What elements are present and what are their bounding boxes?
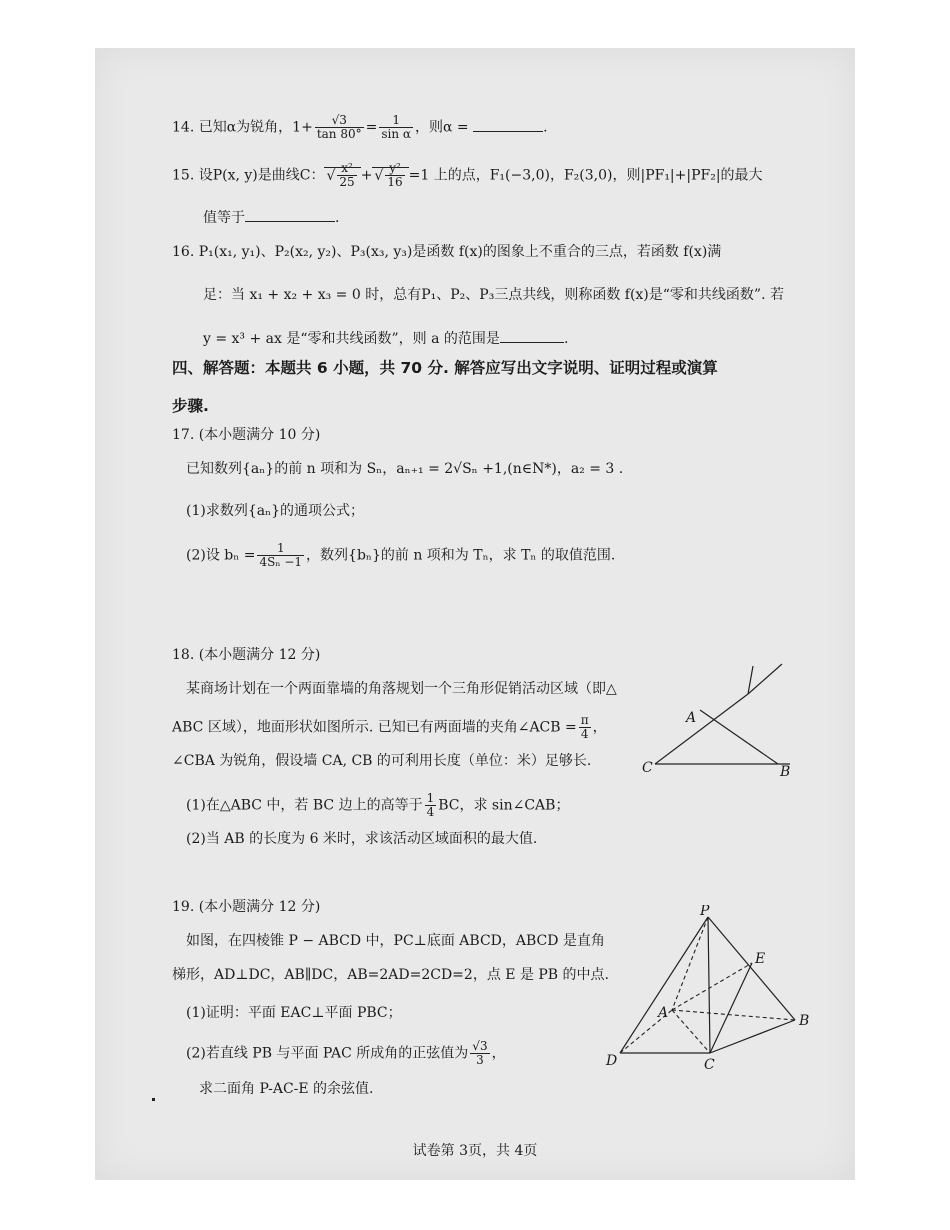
question-18-part2: (2)当 AB 的长度为 6 米时，求该活动区域面积的最大值.: [186, 831, 538, 847]
page-footer: 试卷第 3页，共 4页: [412, 1143, 538, 1159]
question-17-stem: 已知数列{aₙ}的前 n 项和为 Sₙ，aₙ₊₁ = 2√Sₙ +1,(n∈N*)，a₂ = 3 .: [186, 461, 624, 477]
triangle-figure: [640, 660, 810, 780]
question-18-stem-3: ∠CBA 为锐角，假设墙 CA, CB 的可利用长度（单位：米）足够长.: [172, 753, 592, 769]
fraction: $\frac{√3}{3}$: [472, 1039, 488, 1067]
fraction: $\frac{√3}{\tan 80^\circ}$: [316, 113, 362, 141]
label-c: C: [642, 760, 653, 776]
label-d: D: [606, 1053, 618, 1069]
section-heading-cont: 步骤.: [172, 397, 209, 415]
question-16-line3: y = x³ + ax 是“零和共线函数”，则 a 的范围是 .: [203, 331, 569, 347]
question-16-line2: 足：当 x₁ + x₂ + x₃ = 0 时，总有P₁、P₂、P₃三点共线，则称函数 f(x)是“零和共线函数”. 若: [203, 287, 784, 303]
answer-blank: [245, 209, 335, 222]
question-19-head: 19. (本小题满分 12 分): [172, 899, 321, 915]
question-18-stem-2: ABC 区域），地面形状如图所示. 已知已有两面墙的夹角∠ACB = $\frac{\pi}{4}$ ，: [172, 713, 607, 741]
pyramid-figure: [600, 905, 830, 1075]
line-ca: [655, 694, 748, 764]
label-e: E: [755, 951, 766, 967]
label-b: B: [799, 1013, 810, 1029]
question-18-stem: 某商场计划在一个两面靠墙的角落规划一个三角形促销活动区域（即△: [186, 681, 617, 697]
fraction: $\frac{\pi}{4}$: [580, 713, 589, 741]
question-19-stem: 如图，在四棱锥 P − ABCD 中，PC⊥底面 ABCD，ABCD 是直角: [186, 933, 605, 949]
fraction: $\frac{1}{4}$: [426, 791, 435, 819]
question-16: 16. P₁(x₁, y₁)、P₂(x₂, y₂)、P₃(x₃, y₃)是函数 f(x)的图象上不重合的三点，若函数 f(x)满: [172, 244, 722, 260]
label-c: C: [704, 1057, 715, 1073]
question-17-part1: (1)求数列{aₙ}的通项公式；: [186, 503, 365, 519]
fraction: $\frac{1}{\text{4Sₙ −1}}$: [259, 541, 303, 569]
question-15-line2: 值等于 .: [203, 210, 340, 226]
section-heading: 四、解答题：本题共 6 小题，共 70 分. 解答应写出文字说明、证明过程或演算: [172, 359, 718, 377]
question-18-part1: (1)在△ABC 中，若 BC 边上的高等于 $\frac{1}{4}$ BC，求 sin∠CAB；: [186, 791, 570, 819]
question-17-part2: (2)设 bₙ = $\frac{1}{\text{4Sₙ −1}}$ ，数列{bₙ}的前 n 项和为 Tₙ，求 Tₙ 的取值范围.: [186, 541, 616, 569]
question-19-part2-cont: 求二面角 P-AC-E 的余弦值.: [199, 1081, 374, 1097]
ink-dot: [152, 1098, 155, 1101]
fraction: $\frac{1}{\text{sin α}}$: [381, 113, 411, 141]
question-19-part2: (2)若直线 PB 与平面 PAC 所成角的正弦值为 $\frac{√3}{3}$ ，: [186, 1039, 506, 1067]
line-ab: [700, 710, 778, 764]
question-15: 15. 设P(x, y)是曲线C： √ $\frac{\text{x²}}{25}$ + √ $\frac{\text{y²}}{16}$ =1 上的点，F₁(−3,0)，F₂(3,0)，则|PF₁|+|PF₂|的最大: [172, 161, 763, 189]
label-p: P: [700, 905, 710, 919]
answer-blank: [500, 330, 564, 343]
label-a: A: [658, 1005, 669, 1021]
answer-blank: [473, 119, 543, 132]
label-a: A: [686, 710, 697, 726]
question-17-head: 17. (本小题满分 10 分): [172, 427, 321, 443]
label-b: B: [780, 764, 791, 780]
question-19-stem-2: 梯形，AD⊥DC，AB∥DC，AB=2AD=2CD=2，点 E 是 PB 的中点.: [172, 967, 610, 983]
question-19-part1: (1)证明：平面 EAC⊥平面 PBC；: [186, 1005, 402, 1021]
question-14: 14. 已知α为锐角，1+ $\frac{√3}{\tan 80^\circ}$ = $\frac{1}{\text{sin α}}$ ，则α = .: [172, 113, 548, 141]
question-18-head: 18. (本小题满分 12 分): [172, 647, 321, 663]
